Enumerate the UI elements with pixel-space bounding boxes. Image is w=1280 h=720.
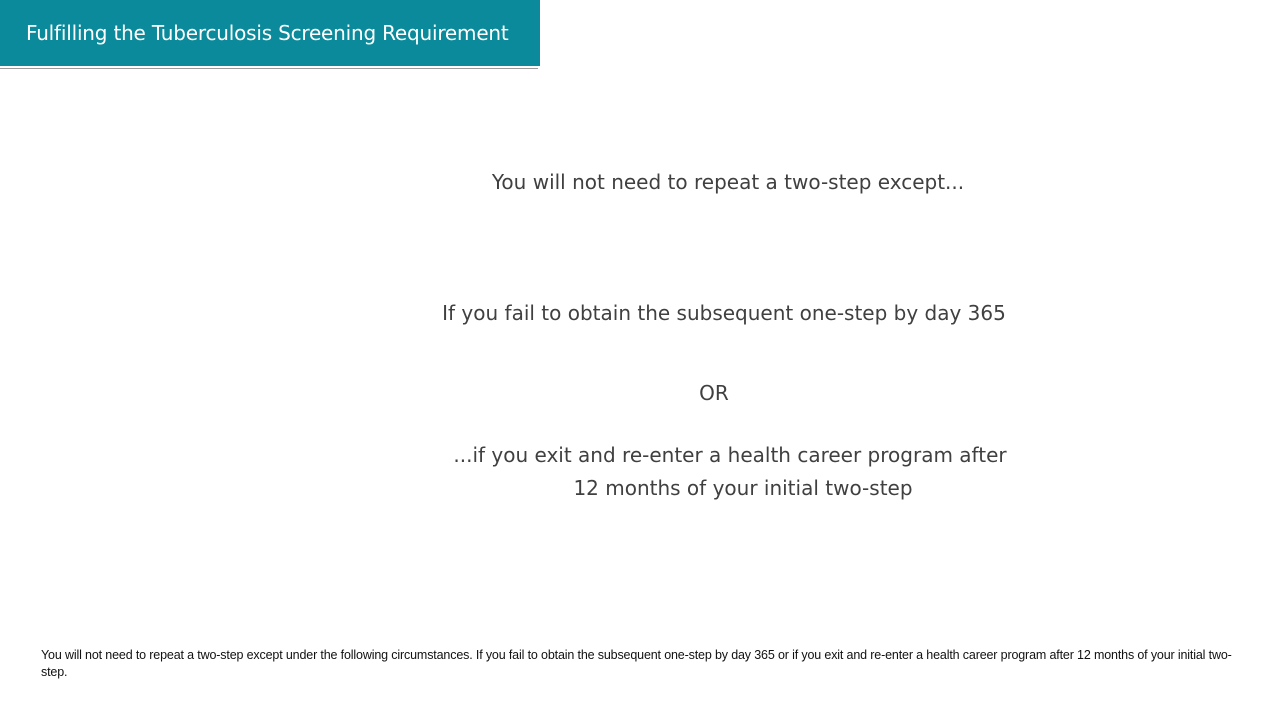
or-label: OR bbox=[699, 381, 729, 405]
title-divider bbox=[0, 68, 538, 69]
condition-two-line-one: ...if you exit and re-enter a health career program after bbox=[453, 443, 1007, 467]
title-bar bbox=[0, 0, 540, 66]
intro-text: You will not need to repeat a two-step except... bbox=[491, 170, 965, 194]
condition-two-line-two: 12 months of your initial two-step bbox=[573, 476, 913, 500]
speaker-notes: You will not need to repeat a two-step except under the following circumstances. If you fail to obtain the subsequent one-step by day 365 or if you exit and re-enter a health career program after 12 months of your initial two- step. bbox=[41, 648, 1232, 679]
condition-one-text: If you fail to obtain the subsequent one-step by day 365 bbox=[442, 301, 1006, 325]
slide-title: Fulfilling the Tuberculosis Screening Requirement bbox=[26, 21, 509, 45]
